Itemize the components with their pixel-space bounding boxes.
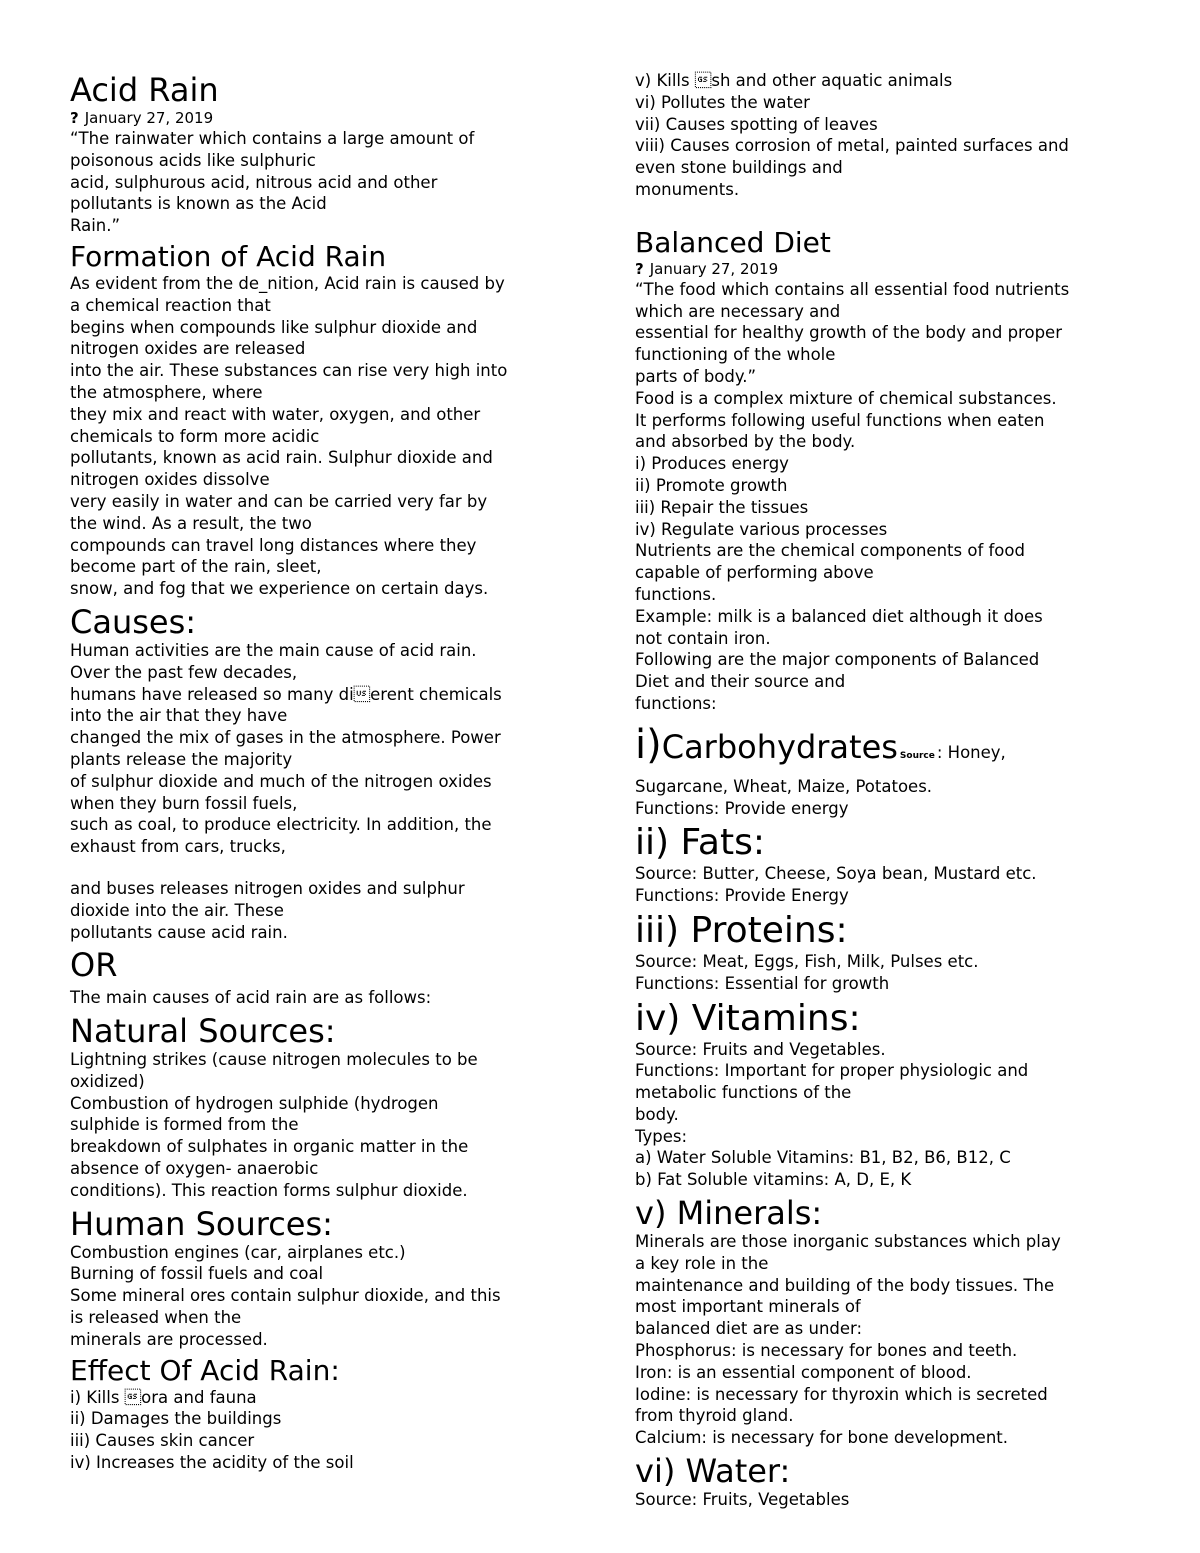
- text-line: Over the past few decades,: [70, 662, 298, 682]
- text-line: Combustion of hydrogen sulphide (hydrogen: [70, 1093, 439, 1113]
- acid-rain-date: [70, 108, 580, 128]
- text-line: Rain.”: [70, 216, 121, 236]
- text-line: i) Kills ora and fauna: [70, 1387, 257, 1407]
- text-line: Nutrients are the chemical components of food: [635, 541, 1025, 561]
- text-line: into the air that they have: [70, 706, 288, 726]
- proteins-heading: iii) Proteins:: [635, 909, 848, 951]
- text-line: body.: [635, 1104, 679, 1124]
- minerals-heading: v) Minerals:: [635, 1194, 823, 1233]
- formation-heading: Formation of Acid Rain: [70, 239, 387, 273]
- carbohydrates-text: [635, 776, 1145, 820]
- text-line: Some mineral ores contain sulphur dioxide, and this: [70, 1286, 501, 1306]
- text-line: Sugarcane, Wheat, Maize, Potatoes.: [635, 776, 933, 796]
- text-line: Combustion engines (car, airplanes etc.): [70, 1242, 406, 1262]
- text-line: become part of the rain, sleet,: [70, 557, 322, 577]
- text-line: iv) Increases the acidity of the soil: [70, 1453, 354, 1473]
- text-line: monuments.: [635, 179, 740, 199]
- text-line: Diet and their source and: [635, 672, 846, 692]
- human-sources-heading: Human Sources:: [70, 1204, 333, 1243]
- text-line: is released when the: [70, 1308, 242, 1328]
- text-line: Functions: Provide Energy: [635, 886, 849, 906]
- text-line: they mix and react with water, oxygen, and other: [70, 404, 481, 424]
- text-line: Burning of fossil fuels and coal: [70, 1264, 324, 1284]
- text-line: oxidized): [70, 1071, 145, 1091]
- text-line: pollutants is known as the Acid: [70, 194, 327, 214]
- water-heading: vi) Water:: [635, 1452, 791, 1491]
- left-column: [70, 72, 580, 1474]
- text-line: functioning of the whole: [635, 345, 836, 365]
- carbohydrates-source-rest: : Honey,: [936, 742, 1006, 762]
- text-line: Functions: Provide energy: [635, 798, 849, 818]
- text-line: not contain iron.: [635, 628, 771, 648]
- text-line: capable of performing above: [635, 563, 874, 583]
- text-line: when they burn fossil fuels,: [70, 793, 298, 813]
- minerals-text: [635, 1231, 1145, 1449]
- text-line: Functions: Important for proper physiologic and: [635, 1061, 1029, 1081]
- text-line: Source: Fruits and Vegetables.: [635, 1039, 886, 1059]
- text-line: balanced diet are as under:: [635, 1319, 863, 1339]
- text-line: and buses releases nitrogen oxides and sulphur: [70, 878, 465, 898]
- text-line: which are necessary and: [635, 301, 841, 321]
- text-line: “The food which contains all essential food nutrients: [635, 279, 1070, 299]
- natural-sources-heading: Natural Sources:: [70, 1012, 336, 1051]
- text-line: Human activities are the main cause of acid rain.: [70, 640, 477, 660]
- text-line: a key role in the: [635, 1253, 769, 1273]
- text-line: i) Produces energy: [635, 454, 789, 474]
- spacer: [70, 858, 580, 878]
- effect-heading: Effect Of Acid Rain:: [70, 1353, 340, 1387]
- text-line: changed the mix of gases in the atmosphere. Power: [70, 728, 501, 748]
- causes-text-a: [70, 640, 580, 858]
- carbohydrates-source-label: Source: [899, 750, 935, 761]
- text-line: iii) Causes skin cancer: [70, 1431, 255, 1451]
- text-line: b) Fat Soluble vitamins: A, D, E, K: [635, 1170, 912, 1190]
- causes-text-b: [70, 878, 580, 943]
- balanced-diet-definition: [635, 279, 1145, 715]
- text-line: exhaust from cars, trucks,: [70, 837, 286, 857]
- formation-text: [70, 273, 580, 600]
- text-line: Source: Fruits, Vegetables: [635, 1490, 850, 1510]
- text-line: conditions). This reaction forms sulphur dioxide.: [70, 1180, 468, 1200]
- acid-rain-definition: [70, 128, 580, 237]
- text-line: breakdown of sulphates in organic matter in the: [70, 1137, 469, 1157]
- text-line: Iodine: is necessary for thyroxin which is secreted: [635, 1384, 1048, 1404]
- text-line: a chemical reaction that: [70, 295, 271, 315]
- fats-text: [635, 863, 1145, 907]
- date-icon: ?: [635, 259, 644, 278]
- or-heading: OR: [70, 946, 118, 985]
- text-line: ii) Damages the buildings: [70, 1409, 282, 1429]
- main-causes-text: The main causes of acid rain are as follows:: [70, 988, 432, 1008]
- text-line: viii) Causes corrosion of metal, painted surfaces and: [635, 136, 1069, 156]
- causes-heading: Causes:: [70, 602, 197, 641]
- effects-list-left: [70, 1387, 580, 1474]
- text-line: functions:: [635, 693, 717, 713]
- text-line: iii) Repair the tissues: [635, 497, 809, 517]
- text-line: acid, sulphurous acid, nitrous acid and other: [70, 172, 438, 192]
- text-line: v) Kills sh and other aquatic animals: [635, 71, 953, 90]
- text-line: nitrogen oxides are released: [70, 339, 306, 359]
- text-line: minerals are processed.: [70, 1329, 268, 1349]
- text-line: Phosphorus: is necessary for bones and teeth.: [635, 1341, 1018, 1361]
- text-line: into the air. These substances can rise very high into: [70, 361, 508, 381]
- carbohydrates-numeral: i): [635, 721, 662, 768]
- text-line: pollutants, known as acid rain. Sulphur dioxide and: [70, 448, 493, 468]
- text-line: metabolic functions of the: [635, 1083, 852, 1103]
- date-icon: ?: [70, 109, 79, 127]
- text-line: such as coal, to produce electricity. In addition, the: [70, 815, 492, 835]
- text-line: Food is a complex mixture of chemical substances.: [635, 388, 1057, 408]
- proteins-text: [635, 951, 1145, 995]
- text-line: ii) Promote growth: [635, 475, 788, 495]
- balanced-diet-date-text: January 27, 2019: [649, 259, 779, 278]
- acid-rain-title: Acid Rain: [70, 71, 219, 109]
- text-line: Minerals are those inorganic substances which play: [635, 1232, 1061, 1252]
- text-line: pollutants cause acid rain.: [70, 922, 288, 942]
- text-line: Iron: is an essential component of blood.: [635, 1362, 972, 1382]
- text-line: humans have released so many di erent chemicals: [70, 684, 502, 704]
- text-line: vi) Pollutes the water: [635, 92, 810, 112]
- text-line: of sulphur dioxide and much of the nitrogen oxides: [70, 771, 492, 791]
- text-line: Source: Meat, Eggs, Fish, Milk, Pulses etc.: [635, 951, 979, 971]
- effects-list-right: [635, 70, 1145, 201]
- right-column: [635, 70, 1145, 1511]
- text-line: even stone buildings and: [635, 158, 843, 178]
- text-line: essential for healthy growth of the body and proper: [635, 323, 1062, 343]
- text-line: parts of body.”: [635, 366, 757, 386]
- text-line: chemicals to form more acidic: [70, 426, 320, 446]
- text-line: Functions: Essential for growth: [635, 973, 890, 993]
- text-line: a) Water Soluble Vitamins: B1, B2, B6, B12, C: [635, 1148, 1011, 1168]
- human-sources-text: [70, 1242, 580, 1351]
- text-line: Types:: [635, 1126, 688, 1146]
- text-line: vii) Causes spotting of leaves: [635, 114, 878, 134]
- text-line: absence of oxygen- anaerobic: [70, 1159, 319, 1179]
- carbohydrates-heading-line: [635, 721, 1145, 776]
- text-line: plants release the majority: [70, 749, 293, 769]
- text-line: sulphide is formed from the: [70, 1115, 299, 1135]
- natural-sources-text: [70, 1049, 580, 1202]
- text-line: Following are the major components of Balanced: [635, 650, 1040, 670]
- carbohydrates-heading: Carbohydrates: [661, 727, 898, 766]
- text-line: most important minerals of: [635, 1297, 861, 1317]
- text-line: snow, and fog that we experience on certain days.: [70, 579, 489, 599]
- water-text: [635, 1489, 1145, 1511]
- text-line: iv) Regulate various processes: [635, 519, 888, 539]
- text-line: compounds can travel long distances where they: [70, 535, 477, 555]
- balanced-diet-title: Balanced Diet: [635, 225, 831, 259]
- text-line: the atmosphere, where: [70, 382, 263, 402]
- text-line: dioxide into the air. These: [70, 900, 284, 920]
- fats-heading: ii) Fats:: [635, 822, 765, 864]
- text-line: the wind. As a result, the two: [70, 513, 312, 533]
- text-line: As evident from the de_nition, Acid rain is caused by: [70, 273, 505, 293]
- text-line: “The rainwater which contains a large amount of: [70, 129, 475, 148]
- vitamins-heading: iv) Vitamins:: [635, 997, 861, 1039]
- text-line: very easily in water and can be carried very far by: [70, 491, 488, 511]
- acid-rain-date-text: January 27, 2019: [84, 109, 214, 127]
- text-line: Example: milk is a balanced diet although it does: [635, 606, 1043, 626]
- balanced-diet-date: [635, 259, 1145, 279]
- text-line: nitrogen oxides dissolve: [70, 470, 270, 490]
- text-line: Source: Butter, Cheese, Soya bean, Mustard etc.: [635, 864, 1037, 884]
- text-line: begins when compounds like sulphur dioxide and: [70, 317, 478, 337]
- text-line: from thyroid gland.: [635, 1406, 794, 1426]
- text-line: Lightning strikes (cause nitrogen molecules to be: [70, 1050, 478, 1070]
- text-line: It performs following useful functions when eaten: [635, 410, 1045, 430]
- text-line: functions.: [635, 584, 717, 604]
- text-line: poisonous acids like sulphuric: [70, 150, 316, 170]
- text-line: maintenance and building of the body tissues. The: [635, 1275, 1055, 1295]
- text-line: Calcium: is necessary for bone development.: [635, 1428, 1009, 1448]
- vitamins-text: [635, 1039, 1145, 1192]
- text-line: and absorbed by the body.: [635, 432, 856, 452]
